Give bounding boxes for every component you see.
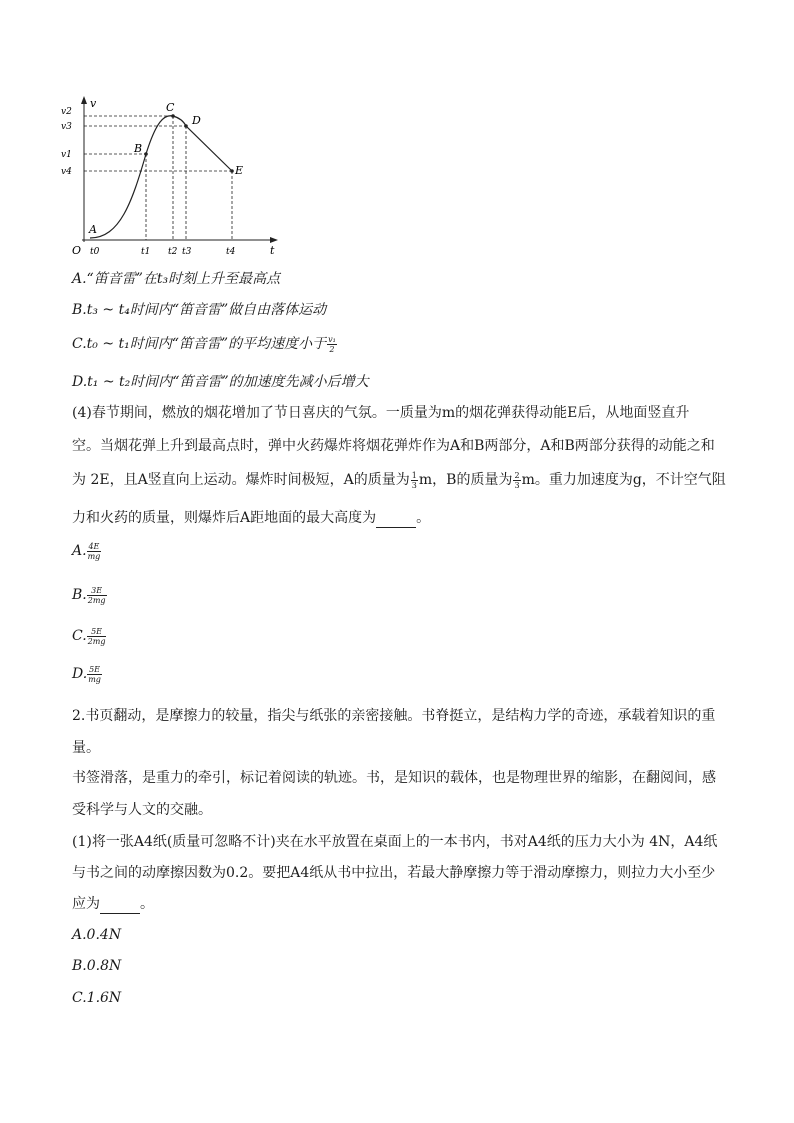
q4-option-c <box>72 626 732 646</box>
q4-option-c-label: C. <box>72 628 87 644</box>
point-c-dot <box>171 114 175 118</box>
q3-option-c <box>72 334 732 354</box>
q4-option-d <box>72 664 732 684</box>
q4-option-a-label: A. <box>72 543 87 559</box>
q4-line-2: 空。当烟花弹上升到最高点时，弹中火药爆炸将烟花弹炸作为A和B两部分，A和B两部分获得的动能之和 <box>72 438 715 454</box>
fraction-numerator: v₁ <box>328 334 336 344</box>
q2-part1-line-3-part-b: 。 <box>140 896 154 912</box>
q2-part1-line-3-part-a: 应为 <box>72 896 100 912</box>
tick-t2: t2 <box>168 247 178 257</box>
q4-option-d-fraction <box>87 665 102 684</box>
q2-option-a: A.0.4N <box>72 927 122 943</box>
q4-fraction-two-thirds <box>513 471 520 490</box>
fraction-numerator: 1 <box>411 470 417 480</box>
velocity-time-graph <box>60 92 290 262</box>
t-axis-arrow-icon <box>270 237 278 243</box>
q4-line-3-part-b: m，B的质量为 <box>418 472 513 488</box>
q2-intro-line-1: 2.书页翻动，是摩擦力的较量，指尖与纸张的亲密接触。书脊挺立，是结构力学的奇迹，承载着知识的重 <box>72 708 716 724</box>
fraction-denominator: 2 <box>329 344 335 354</box>
q2-answer-blank[interactable] <box>100 899 140 914</box>
point-d-dot <box>184 124 188 128</box>
point-e-dot <box>230 169 234 173</box>
q4-line-3-part-c: m。重力加速度为g，不计空气阻 <box>521 472 726 488</box>
q4-fraction-one-third <box>411 471 418 490</box>
point-b-dot <box>144 152 148 156</box>
q4-option-b <box>72 585 732 605</box>
q3-option-b: B.t₃ ~ t₄时间内“笛音雷”做自由落体运动 <box>72 302 327 318</box>
q2-part1-line-3 <box>72 894 732 914</box>
point-a-label: A <box>89 223 97 236</box>
q4-option-c-fraction <box>87 627 107 646</box>
tick-t3: t3 <box>182 247 192 257</box>
q4-option-a <box>72 541 732 561</box>
q2-intro-line-2: 量。 <box>72 740 100 756</box>
point-d-label: D <box>192 114 201 127</box>
q4-answer-blank[interactable] <box>376 513 416 528</box>
tick-v4: v4 <box>61 167 72 177</box>
origin-label: O <box>72 244 82 257</box>
fraction-denominator: 2mg <box>87 595 106 605</box>
q2-part1-line-2: 与书之间的动摩擦因数为0.2。要把A4纸从书中拉出，若最大静摩擦力等于滑动摩擦力，则拉力大小至少 <box>72 865 716 881</box>
q2-option-c: C.1.6N <box>72 990 122 1006</box>
q3-option-a: A.“笛音雷”在t₃时刻上升至最高点 <box>72 271 281 287</box>
point-b-label: B <box>134 142 143 155</box>
fraction-denominator: 3 <box>514 480 520 490</box>
q3-option-c-fraction <box>327 335 337 354</box>
tick-t0: t0 <box>90 247 100 257</box>
tick-t1: t1 <box>141 247 151 257</box>
q2-intro-line-3: 书签滑落，是重力的牵引，标记着阅读的轨迹。书，是知识的载体，也是物理世界的缩影，在翻阅间，感 <box>72 770 716 786</box>
q2-intro-line-4: 受科学与人文的交融。 <box>72 802 212 818</box>
fraction-numerator: 3E <box>87 586 107 596</box>
q3-option-d: D.t₁ ~ t₂时间内“笛音雷”的加速度先减小后增大 <box>72 374 369 390</box>
tick-v3: v3 <box>61 122 72 132</box>
tick-v1: v1 <box>61 150 72 160</box>
fraction-denominator: 3 <box>411 480 417 490</box>
tick-t4: t4 <box>226 247 236 257</box>
t-axis-label: t <box>270 244 275 257</box>
point-c-label: C <box>166 101 175 114</box>
velocity-curve <box>90 116 232 238</box>
fraction-numerator: 4E <box>88 541 100 551</box>
fraction-denominator: 2mg <box>87 636 106 646</box>
q4-option-b-fraction <box>87 586 107 605</box>
q4-option-d-label: D. <box>72 666 88 682</box>
q4-line-4 <box>72 508 732 528</box>
q4-line-1: (4)春节期间，燃放的烟花增加了节日喜庆的气氛。一质量为m的烟花弹获得动能E后，从地面竖直升 <box>72 405 690 421</box>
q4-option-a-fraction <box>87 542 102 561</box>
q2-option-b: B.0.8N <box>72 958 122 974</box>
fraction-denominator: mg <box>88 674 101 684</box>
tick-v2: v2 <box>61 107 72 117</box>
fraction-numerator: 2 <box>514 470 520 480</box>
q4-line-3-part-a: 为 2E，且A竖直向上运动。爆炸时间极短，A的质量为 <box>72 472 410 488</box>
point-e-label: E <box>235 164 244 177</box>
fraction-denominator: mg <box>87 551 101 561</box>
q4-line-4-part-a: 力和火药的质量，则爆炸后A距地面的最大高度为 <box>72 510 377 526</box>
fraction-numerator: 5E <box>89 664 101 674</box>
q3-option-c-text: C.t₀ ~ t₁时间内“笛音雷”的平均速度小于 <box>72 336 327 352</box>
q4-line-3 <box>72 470 732 490</box>
dashed-guides <box>84 116 232 240</box>
fraction-numerator: 5E <box>87 627 107 637</box>
q2-part1-line-1: (1)将一张A4纸(质量可忽略不计)夹在水平放置在桌面上的一本书内，书对A4纸的压力大小为 4N，A4纸 <box>72 834 718 850</box>
v-axis-label: v <box>90 97 97 110</box>
q4-line-4-part-b: 。 <box>416 510 431 526</box>
v-axis-arrow-icon <box>81 96 87 104</box>
q4-option-b-label: B. <box>72 587 87 603</box>
